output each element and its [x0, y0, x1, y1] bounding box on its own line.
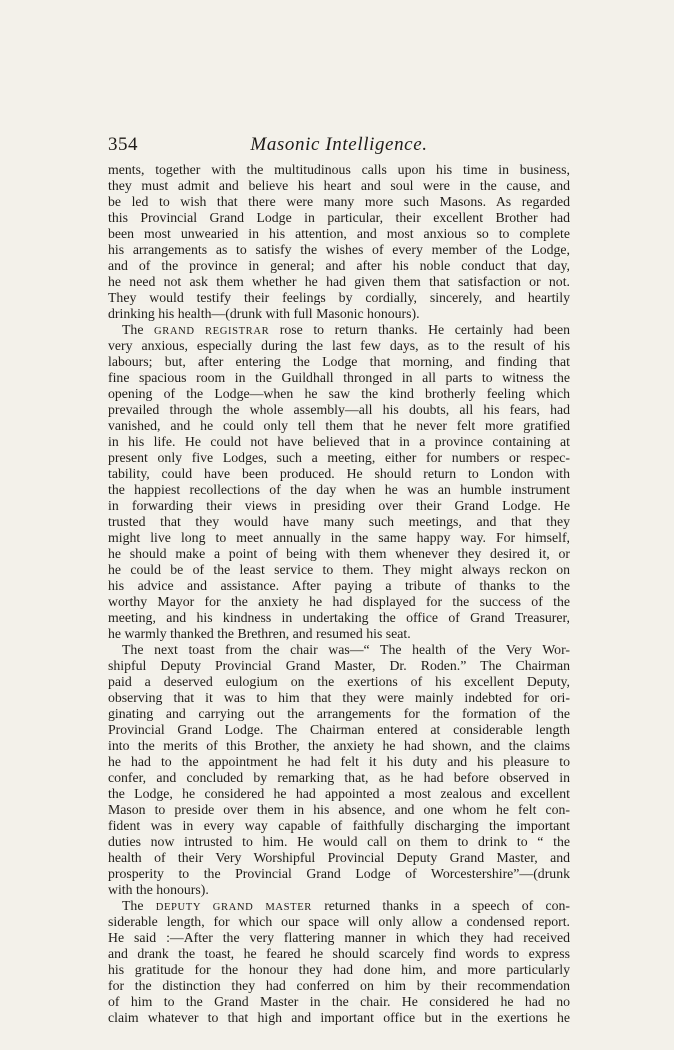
text-line: ments, together with the multitudinous calls upon his time in business, [108, 162, 570, 177]
text-line: of him to the Grand Master in the chair. He considered he had no [108, 994, 570, 1009]
text-line: ginating and carrying out the arrangements for the formation of the [108, 706, 570, 721]
text-segment: The [122, 322, 154, 337]
text-line: present only five Lodges, such a meeting, either for numbers or respec- [108, 450, 570, 465]
text-line: He said :—After the very flattering manner in which they had received [108, 930, 570, 945]
body-text [108, 162, 570, 1026]
text-segment: The [122, 898, 156, 913]
text-line: shipful Deputy Provincial Grand Master, Dr. Roden.” The Chairman [108, 658, 570, 673]
text-line: paid a deserved eulogium on the exertions of his excellent Deputy, [108, 674, 570, 689]
text-line: fident was in every way capable of faithfully discharging the important [108, 818, 570, 833]
text-line: he could be of the least service to them. They might always reckon on [108, 562, 570, 577]
text-line: Mason to preside over them in his absence, and one whom he felt con- [108, 802, 570, 817]
text-line: tability, could have been produced. He should return to London with [108, 466, 570, 481]
text-line: confer, and concluded by remarking that, as he had before observed in [108, 770, 570, 785]
text-line: in his life. He could not have believed that in a province containing at [108, 434, 570, 449]
text-line: observing that it was to him that they were mainly indebted for ori- [108, 690, 570, 705]
speaker-name: DEPUTY GRAND MASTER [155, 902, 312, 913]
speaker-name: GRAND REGISTRAR [154, 326, 270, 337]
text-line: into the merits of this Brother, the anxiety he had shown, and the claims [108, 738, 570, 753]
page-number: 354 [108, 134, 138, 155]
text-line: his advice and assistance. After paying a tribute of thanks to the [108, 578, 570, 593]
text-line: worthy Mayor for the anxiety he had displayed for the success of the [108, 594, 570, 609]
text-line: might live long to meet annually in the same happy way. For himself, [108, 530, 570, 545]
running-title: Masonic Intelligence. [250, 134, 428, 155]
text-line: his arrangements as to satisfy the wishes of every member of the Lodge, [108, 242, 570, 257]
text-line: The next toast from the chair was—“ The health of the Very Wor- [122, 642, 570, 657]
text-line: very anxious, especially during the last few days, as to the result of his [108, 338, 570, 353]
text-line [108, 322, 570, 338]
text-line [108, 898, 570, 914]
text-line: vanished, and he could only tell them that he never felt more gratified [108, 418, 570, 433]
text-line: health of their Very Worshipful Provincial Deputy Grand Master, and [108, 850, 570, 865]
text-line: and drank the toast, he feared he should scarcely find words to express [108, 946, 570, 961]
text-line: the Lodge, he considered he had appointed a most zealous and excellent [108, 786, 570, 801]
text-line: they must admit and believe his heart and soul were in the cause, and [108, 178, 570, 193]
text-line: Provincial Grand Lodge. The Chairman entered at considerable length [108, 722, 570, 737]
text-line: prevailed through the whole assembly—all his doubts, all his fears, had [108, 402, 570, 417]
text-line: siderable length, for which our space will only allow a condensed report. [108, 914, 570, 929]
text-line: he had to the appointment he had felt it his duty and his pleasure to [108, 754, 570, 769]
text-line: in forwarding their views in presiding over their Grand Lodge. He [108, 498, 570, 513]
text-line: and of the province in general; and after his noble conduct that day, [108, 258, 570, 273]
text-line: he need not ask them whether he had given them that satisfaction or not. [108, 274, 570, 289]
text-line: this Provincial Grand Lodge in particular, their excellent Brother had [108, 210, 570, 225]
text-line: the happiest recollections of the day when he was an humble instrument [108, 482, 570, 497]
page-header [108, 134, 570, 156]
text-line: fine spacious room in the Guildhall thronged in all parts to witness the [108, 370, 570, 385]
text-line: labours; but, after entering the Lodge that morning, and finding that [108, 354, 570, 369]
text-line: They would testify their feelings by cordially, sincerely, and heartily [108, 290, 570, 305]
text-line: be led to wish that there were many more such Masons. As regarded [108, 194, 570, 209]
text-segment: returned thanks in a speech of con- [311, 898, 570, 913]
text-line: prosperity to the Provincial Grand Lodge of Worcestershire”—(drunk [108, 866, 570, 881]
text-line: his gratitude for the honour they had done him, and more particularly [108, 962, 570, 977]
text-line: opening of the Lodge—when he saw the kind brotherly feeling which [108, 386, 570, 401]
text-line: meeting, and his kindness in undertaking the office of Grand Treasurer, [108, 610, 570, 625]
text-line: for the distinction they had conferred on him by their recommendation [108, 978, 570, 993]
text-line: he should make a point of being with them whenever they desired it, or [108, 546, 570, 561]
text-line: drinking his health—(drunk with full Masonic honours). [108, 306, 420, 321]
text-line: duties now intrusted to him. He would call on them to drink to “ the [108, 834, 570, 849]
text-segment: rose to return thanks. He certainly had been [269, 322, 570, 337]
text-line: he warmly thanked the Brethren, and resumed his seat. [108, 626, 411, 641]
text-line: been most unwearied in his attention, and most anxious so to complete [108, 226, 570, 241]
text-line: claim whatever to that high and important office but in the exertions he [108, 1010, 570, 1025]
text-line: with the honours). [108, 882, 209, 897]
text-line: trusted that they would have many such meetings, and that they [108, 514, 570, 529]
